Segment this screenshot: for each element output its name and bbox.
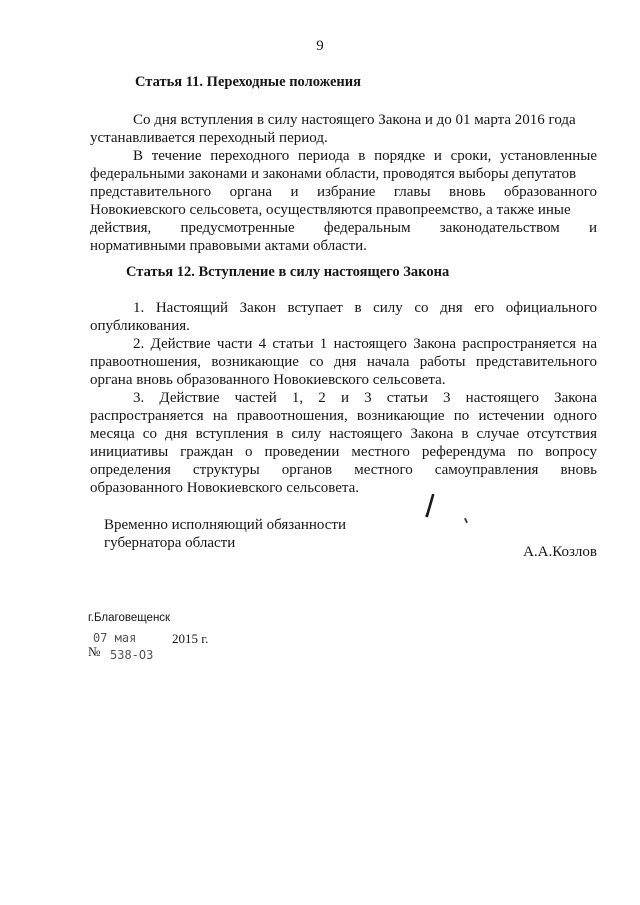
article-11-paragraph-2-line-1: В течение переходного периода в порядке и сроки, установленные [133, 148, 597, 164]
signer-name: А.А.Козлов [523, 544, 597, 560]
article-12-item-3-line-3: месяца со дня вступления в силу настоящего Закона в случае отсутствия [90, 426, 597, 442]
signature-position [104, 516, 346, 552]
article-11-paragraph-2-line-5: действия, предусмотренные федеральным законодательством и [90, 220, 597, 236]
article-12-item-1-line-1: 1. Настоящий Закон вступает в силу со дня его официального [133, 300, 597, 316]
article-12-item-2-line-1: 2. Действие части 4 статьи 1 настоящего Закона распространяется на [133, 336, 597, 352]
article-11-paragraph-1-line-1: Со дня вступления в силу настоящего Закона и до 01 марта 2016 года [133, 112, 576, 128]
number-sign: № [88, 644, 101, 659]
article-12-item-3-line-6: образованного Новокиевского сельсовета. [90, 480, 360, 496]
article-11-paragraph-2-line-2: федеральными законами и законами области, проводятся выборы депутатов [90, 166, 577, 182]
handwritten-signature [423, 494, 437, 518]
article-11-paragraph-2-line-3: представительного органа и избрание главы вновь образованного [90, 184, 597, 200]
article-11-paragraph-2-line-4: Новокиевского сельсовета, осуществляются правопреемство, а также иные [90, 202, 571, 218]
article-11-paragraph-2-line-6: нормативными правовыми актами области. [90, 238, 367, 254]
signature-position-line-1: Временно исполняющий обязанности [104, 517, 347, 533]
article-12-item-3-line-4: инициативы граждан о проведении местного референдума по вопросу [90, 444, 597, 460]
article-12-item-3-line-5: определения структуры органов местного самоуправления вновь [90, 462, 597, 478]
page-number: 9 [316, 38, 324, 54]
city: г.Благовещенск [88, 612, 171, 624]
signature-position-line-2: губернатора области [104, 535, 236, 551]
article-12-item-2-line-2: правоотношения, возникающие со дня начала работы представительного [90, 354, 597, 370]
law-number-stamp: 538-ОЗ [110, 648, 154, 662]
ink-tick-mark [464, 518, 468, 523]
article-12-item-1-line-2: опубликования. [90, 318, 190, 334]
article-11-heading: Статья 11. Переходные положения [135, 74, 361, 90]
article-12-heading: Статья 12. Вступление в силу настоящего Закона [126, 264, 450, 280]
article-12-item-3-line-2: распространяется на правоотношения, возникающие по истечении одного [90, 408, 597, 424]
article-12-item-3-line-1: 3. Действие частей 1, 2 и 3 статьи 3 настоящего Закона [133, 390, 597, 406]
date-day-month-stamp: 07 мая [93, 631, 137, 645]
article-11-paragraph-1-line-2: устанавливается переходный период. [90, 130, 328, 146]
article-12-item-2-line-3: органа вновь образованного Новокиевского сельсовета. [90, 372, 446, 388]
date-year: 2015 г. [172, 631, 209, 646]
